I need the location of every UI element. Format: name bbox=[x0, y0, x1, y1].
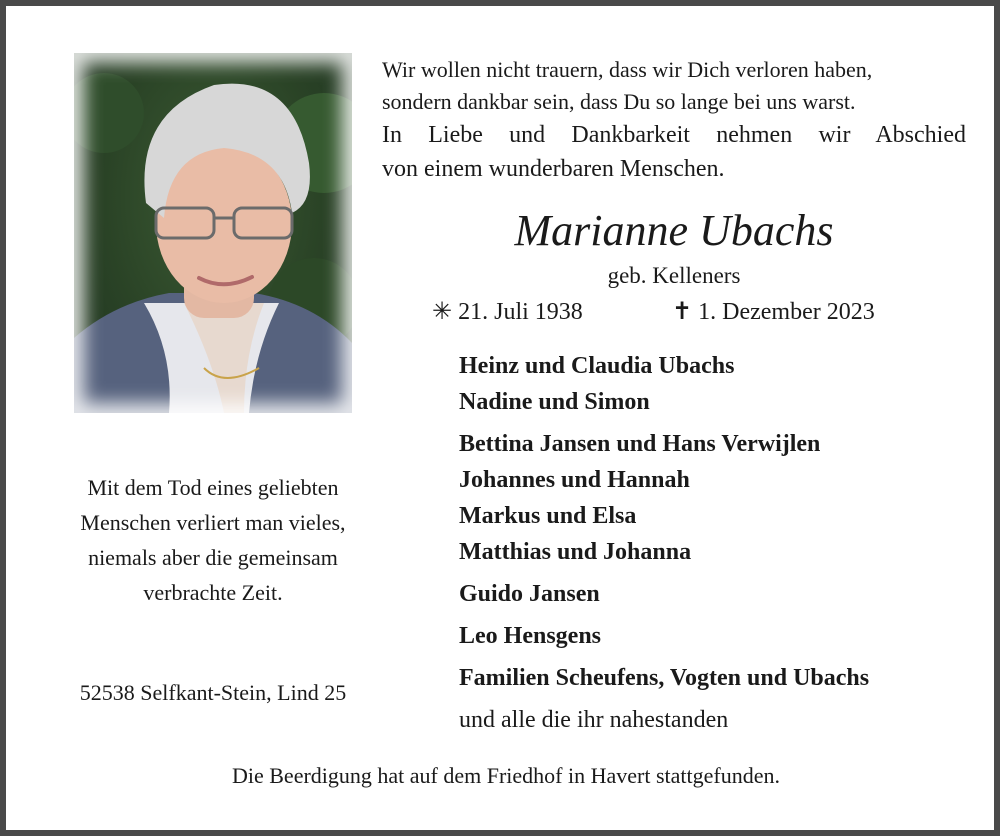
mourner-line: Leo Hensgens bbox=[459, 623, 602, 649]
top-quote-line: In Liebe und Dankbarkeit nehmen wir Abschied bbox=[382, 122, 966, 148]
funeral-note: Die Beerdigung hat auf dem Friedhof in Havert stattgefunden. bbox=[231, 763, 780, 788]
top-quote-line: von einem wunderbaren Menschen. bbox=[382, 156, 725, 182]
left-quote-line: Mit dem Tod eines geliebten bbox=[87, 475, 339, 500]
left-quote-line: Menschen verliert man vieles, bbox=[80, 510, 346, 535]
birth-star-icon: ✳ bbox=[432, 299, 453, 325]
mourner-line: Johannes und Hannah bbox=[459, 467, 690, 493]
top-quote-line: sondern dankbar sein, dass Du so lange bei uns warst. bbox=[382, 89, 856, 114]
left-quote-line: verbrachte Zeit. bbox=[143, 580, 283, 605]
mourner-line: Guido Jansen bbox=[459, 581, 600, 607]
death-cross-icon: ✝ bbox=[672, 299, 693, 325]
mourner-line: Familien Scheufens, Vogten und Ubachs bbox=[459, 665, 870, 691]
portrait-illustration bbox=[74, 53, 352, 413]
left-quote-line: niemals aber die gemeinsam bbox=[88, 545, 338, 570]
address: 52538 Selfkant-Stein, Lind 25 bbox=[79, 680, 347, 705]
death-date: 1. Dezember 2023 bbox=[698, 299, 875, 325]
birth-date-group bbox=[432, 296, 583, 328]
mourner-line: und alle die ihr nahestanden bbox=[459, 707, 729, 733]
mourner-line: Markus und Elsa bbox=[459, 503, 637, 529]
mourner-line: Bettina Jansen und Hans Verwijlen bbox=[459, 431, 821, 457]
mourner-line: Heinz und Claudia Ubachs bbox=[459, 353, 735, 379]
mourner-line: Nadine und Simon bbox=[459, 389, 650, 415]
birth-date: 21. Juli 1938 bbox=[458, 299, 583, 325]
foliage-shape bbox=[74, 73, 144, 153]
mourner-line: Matthias und Johanna bbox=[459, 539, 692, 565]
top-quote bbox=[382, 54, 966, 186]
left-quote bbox=[46, 470, 380, 610]
death-date-group bbox=[672, 296, 875, 328]
birth-name: geb. Kelleners bbox=[607, 263, 741, 288]
deceased-name: Marianne Ubachs bbox=[514, 206, 834, 255]
portrait-photo bbox=[74, 53, 352, 413]
top-quote-line: Wir wollen nicht trauern, dass wir Dich verloren haben, bbox=[382, 57, 873, 82]
